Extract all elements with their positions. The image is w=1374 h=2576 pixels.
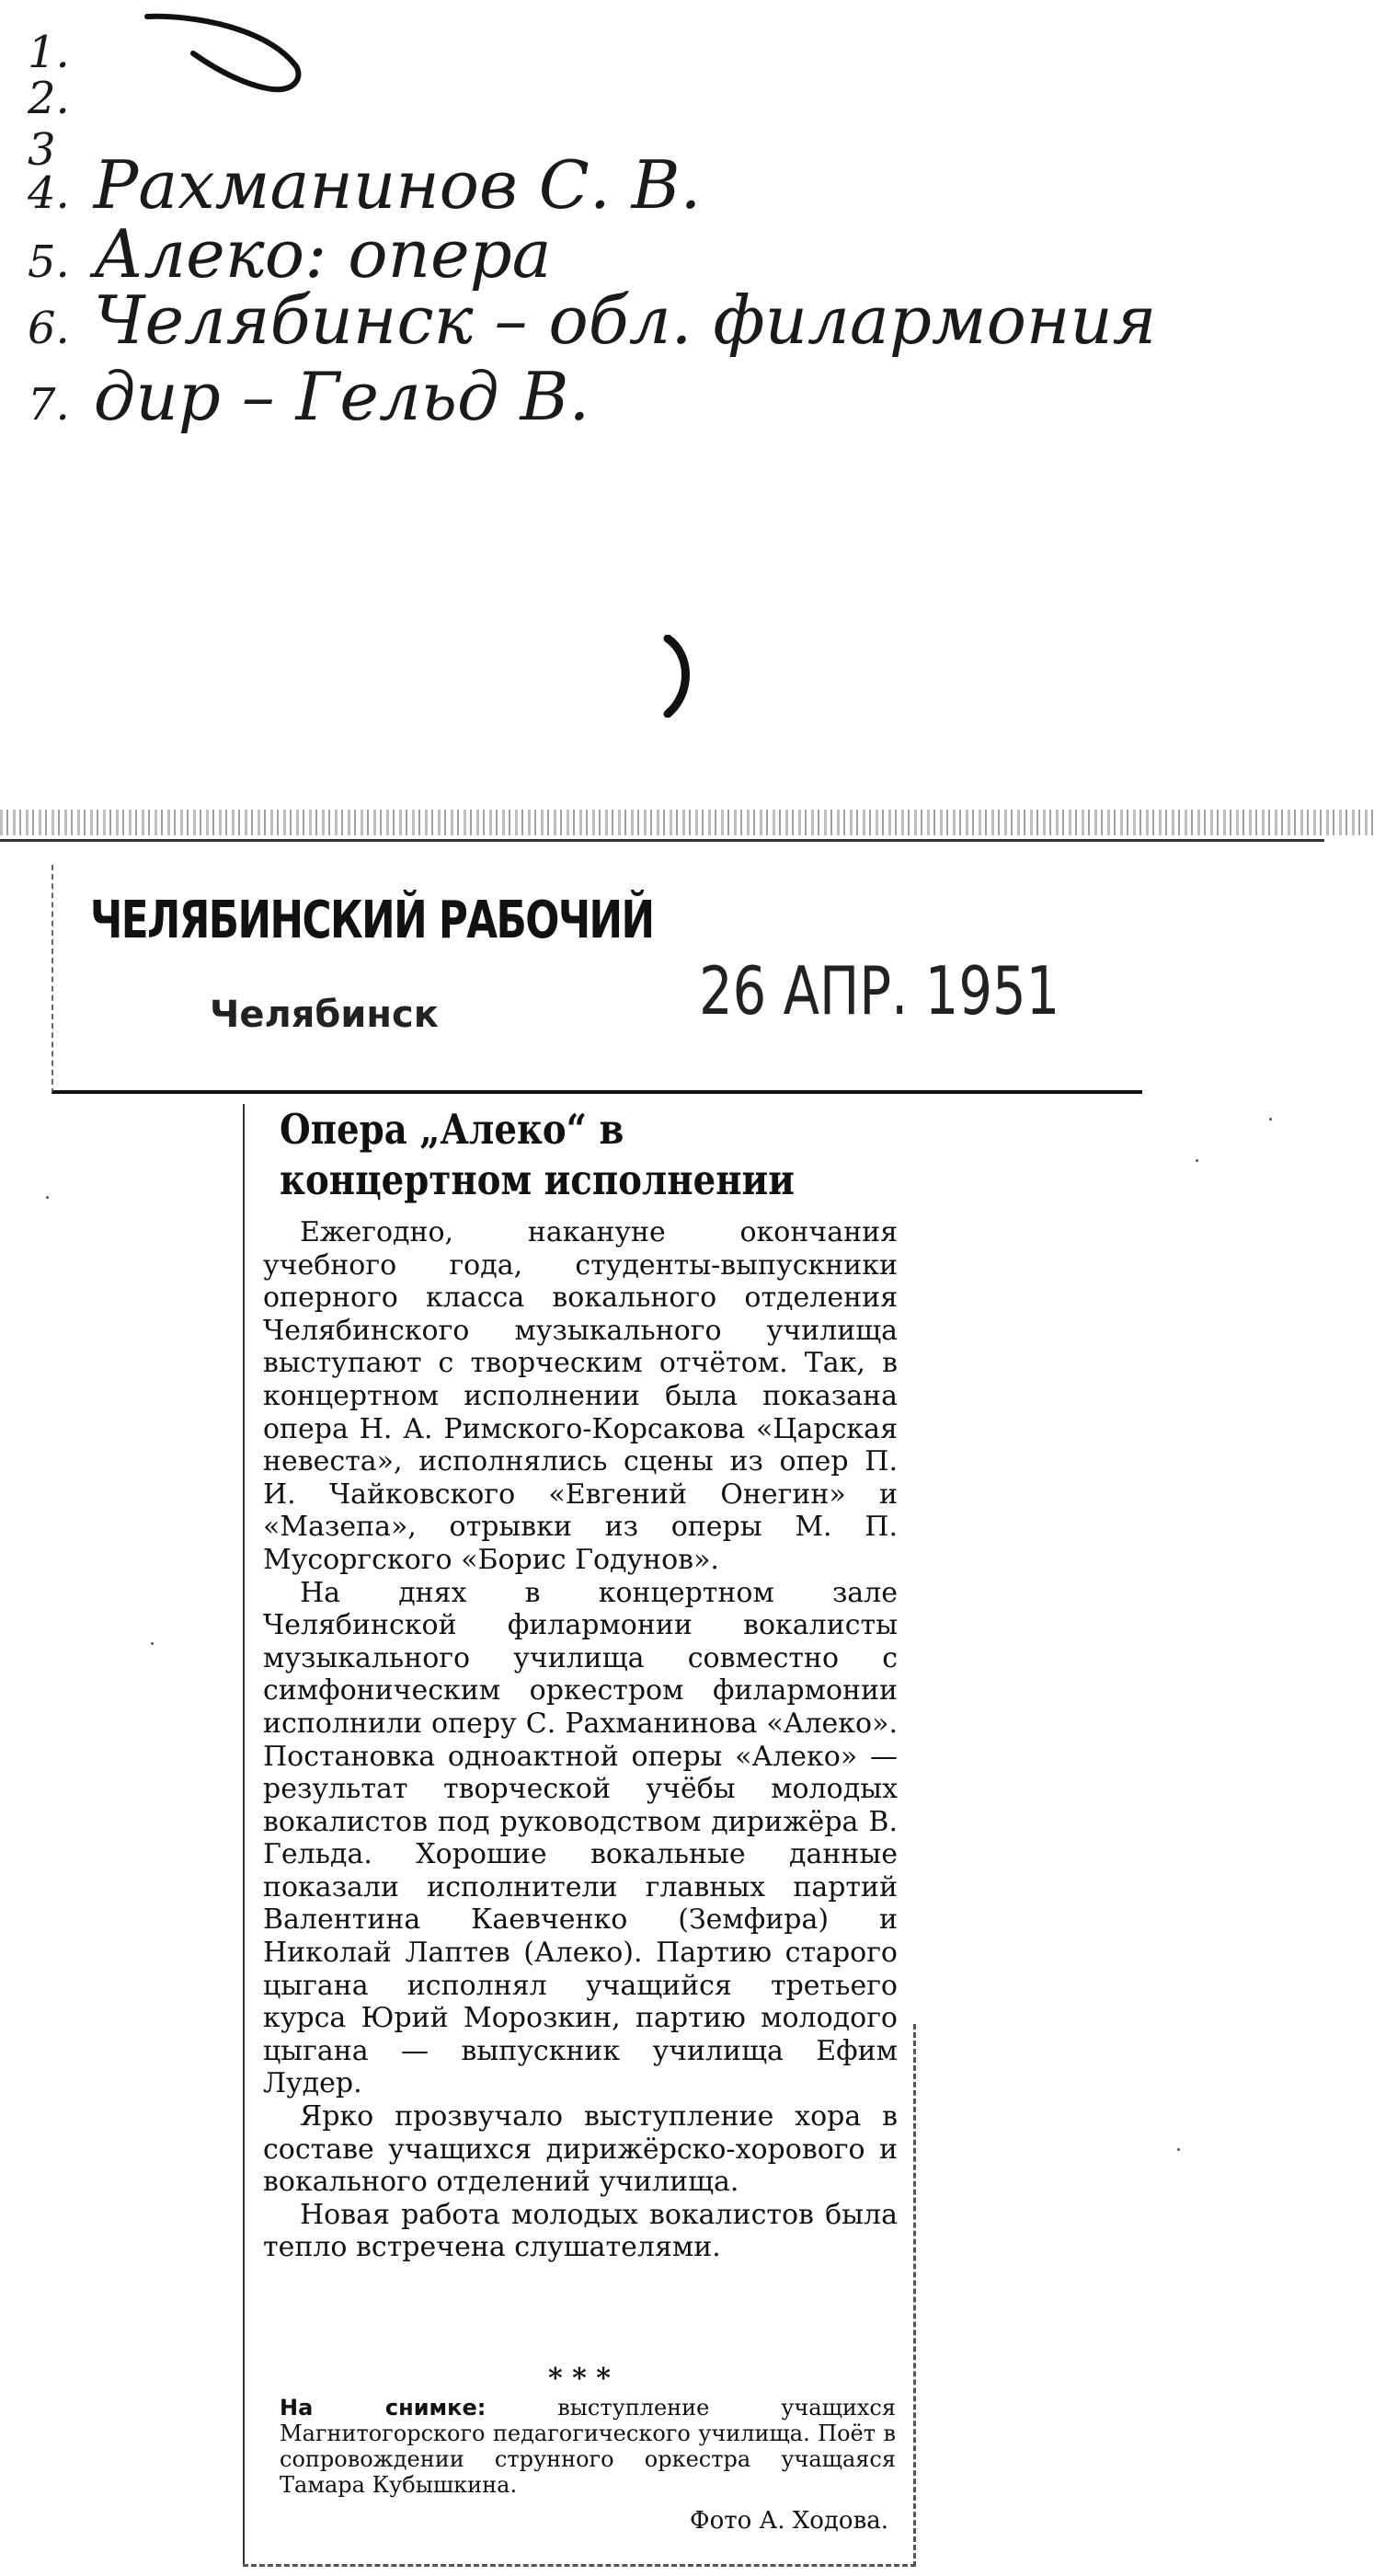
card-line-5-title: 5. Алеко: опера [28,215,552,293]
card-line-4-composer: 4. Рахманинов С. В. [28,146,702,224]
article-paragraph-3: Ярко прозвучало выступление хора в составе учащихся дирижёрско-хорового и вокального отделений училища. [263,2100,898,2199]
section-separator: * * * [548,2363,611,2395]
city-stamp: Челябинск [210,994,439,1036]
date-stamp: 26 АПР. 1951 [699,952,1060,1029]
scan-speck [1196,1159,1198,1162]
card-line-6-performer: 6. Челябинск – обл. филармония [28,282,1157,359]
card-line-1: 1. [28,27,70,78]
handwritten-bracket-mark [660,635,697,718]
photo-credit: Фото А. Ходова. [690,2507,888,2535]
newspaper-article [243,1104,916,2567]
photo-caption [280,2395,896,2498]
clipping-header [52,865,1142,1094]
clipping-cut-line [0,839,1324,842]
caption-lead: На снимке: [280,2395,487,2421]
article-paragraph-2: На днях в концертном зале Челябинской филармонии вокалисты музыкального училища совместно с симфоническим оркестром филармонии исполнили оперу С. Рахманинова «Алеко». Постановка одноактной оперы «Алеко» — результат творческой учёбы молодых вокалистов под руководством дирижёра В. Гельда. Хорошие вокальные данные показали исполнители главных партий Валентина Каевченко (Земфира) и Николай Лаптев (Алеко). Партию старого цыгана исполнял учащийся третьего курса Юрий Морозкин, партию молодого цыгана — выпускник училища Ефим Лудер. [263,1576,898,2100]
scan-speck [1177,2148,1180,2151]
caption-text: выступление учащихся Магнитогорского педагогического училища. Поёт в сопровождении струнного оркестра учащаяся Тамара Кубышкина. [280,2395,896,2498]
card-line-7-conductor: 7. дир – Гельд В. [28,358,590,435]
handwritten-catalogue-card [0,0,1374,478]
article-body [263,1216,898,2264]
scan-speck [151,1642,154,1645]
card-line-3: 3 [28,124,56,176]
article-right-rule [913,2024,916,2567]
card-line-2: 2. [28,73,70,124]
article-bottom-rule [243,2564,916,2567]
article-headline: Опера „Алеко“ в концертном исполнении [280,1105,795,1204]
article-paragraph-4: Новая работа молодых вокалистов была тепло встречена слушателями. [263,2198,898,2264]
clipping-top-edge [0,810,1374,835]
article-left-rule [243,1104,245,2567]
scan-speck [46,1196,49,1199]
handwritten-hook-mark [138,9,313,110]
article-paragraph-1: Ежегодно, накануне окончания учебного года, студенты-выпускники оперного класса вокального отделения Челябинского музыкального училища выступают с творческим отчётом. Так, в концертном исполнении была показана опера Н. А. Римского-Корсакова «Царская невеста», исполнялись сцены из опер П. И. Чайковского «Евгений Онегин» и «Мазепа», отрывки из оперы М. П. Мусоргского «Борис Годунов». [263,1216,898,1576]
scan-speck [1269,1118,1272,1121]
newspaper-name-stamp: ЧЕЛЯБИНСКИЙ РАБОЧИЙ [90,891,654,950]
